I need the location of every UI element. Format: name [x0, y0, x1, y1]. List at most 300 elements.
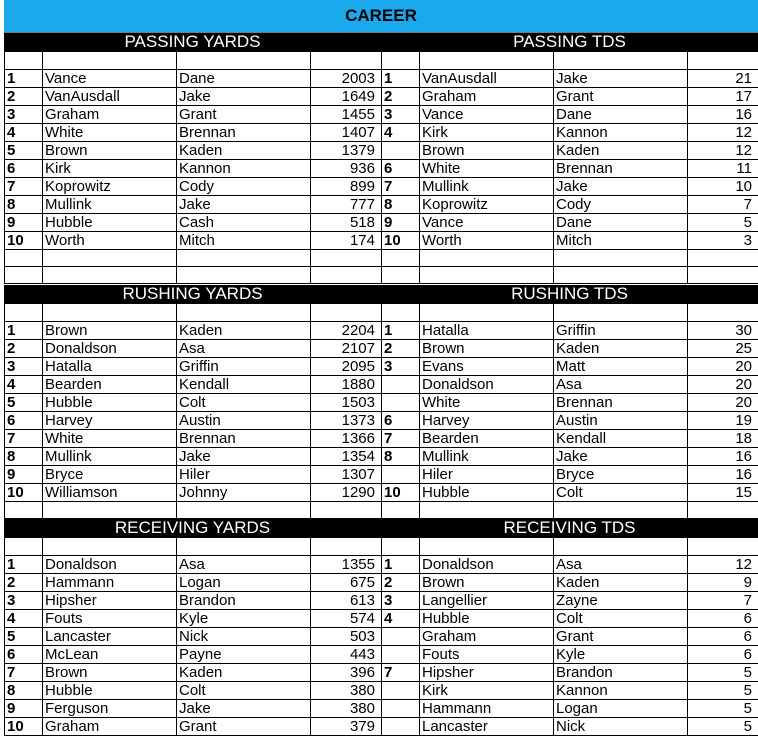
rank-cell: 6 — [382, 412, 420, 430]
section-header: PASSING YARDS — [4, 33, 381, 51]
rank-cell: 1 — [5, 70, 43, 88]
first-name-cell: Grant — [554, 628, 688, 646]
last-name-cell: White — [420, 394, 554, 412]
last-name-cell: Graham — [420, 88, 554, 106]
blank-row — [5, 250, 382, 267]
value-cell: 379 — [311, 718, 382, 736]
empty-cell — [382, 502, 420, 519]
first-name-cell: Brennan — [177, 430, 311, 448]
first-name-cell: Kaden — [177, 664, 311, 682]
table-row — [382, 196, 758, 214]
table-row — [382, 556, 758, 574]
rank-cell: 4 — [382, 124, 420, 142]
last-name-cell: White — [420, 160, 554, 178]
first-name-cell: Cody — [177, 178, 311, 196]
first-name-cell: Logan — [554, 700, 688, 718]
last-name-cell: Mullink — [43, 196, 177, 214]
last-name-cell: Brown — [43, 322, 177, 340]
empty-cell — [177, 538, 311, 556]
table-row — [5, 556, 382, 574]
empty-cell — [5, 250, 43, 267]
table-row — [5, 484, 382, 502]
table-row — [5, 160, 382, 178]
table-row — [5, 718, 382, 736]
rank-cell: 3 — [5, 358, 43, 376]
table-row — [5, 232, 382, 250]
first-name-cell: Jake — [177, 196, 311, 214]
table-row — [5, 124, 382, 142]
first-name-cell: Dane — [177, 70, 311, 88]
first-name-cell: Kannon — [554, 682, 688, 700]
table-row — [382, 574, 758, 592]
empty-cell — [43, 52, 177, 70]
first-name-cell: Jake — [177, 448, 311, 466]
last-name-cell: Fouts — [43, 610, 177, 628]
last-name-cell: Mullink — [43, 448, 177, 466]
value-cell: 1880 — [311, 376, 382, 394]
value-cell: 1366 — [311, 430, 382, 448]
table-row — [5, 142, 382, 160]
last-name-cell: Hubble — [420, 610, 554, 628]
first-name-cell: Dane — [554, 214, 688, 232]
last-name-cell: Fouts — [420, 646, 554, 664]
empty-cell — [420, 250, 554, 267]
table-row — [382, 160, 758, 178]
table-row — [382, 700, 758, 718]
last-name-cell: Hipsher — [43, 592, 177, 610]
rank-cell: 7 — [382, 430, 420, 448]
table-row — [382, 214, 758, 232]
blank-row — [5, 304, 382, 322]
first-name-cell: Payne — [177, 646, 311, 664]
rank-cell: 4 — [5, 124, 43, 142]
empty-cell — [43, 250, 177, 267]
rank-cell — [382, 466, 420, 484]
value-cell: 16 — [688, 466, 758, 484]
first-name-cell: Cody — [554, 196, 688, 214]
first-name-cell: Hiler — [177, 466, 311, 484]
last-name-cell: Brown — [43, 142, 177, 160]
rank-cell — [382, 700, 420, 718]
rank-cell: 5 — [5, 628, 43, 646]
table-row — [382, 718, 758, 736]
first-name-cell: Jake — [177, 700, 311, 718]
empty-cell — [43, 538, 177, 556]
last-name-cell: Donaldson — [420, 376, 554, 394]
value-cell: 2204 — [311, 322, 382, 340]
first-name-cell: Austin — [177, 412, 311, 430]
blank-row — [382, 538, 758, 556]
table-row — [5, 430, 382, 448]
empty-cell — [177, 304, 311, 322]
last-name-cell: Graham — [420, 628, 554, 646]
last-name-cell: Harvey — [43, 412, 177, 430]
value-cell: 675 — [311, 574, 382, 592]
table-row — [5, 412, 382, 430]
table-row — [382, 376, 758, 394]
first-name-cell: Asa — [177, 556, 311, 574]
first-name-cell: Austin — [554, 412, 688, 430]
table-row — [5, 70, 382, 88]
last-name-cell: Hipsher — [420, 664, 554, 682]
stat-table — [381, 51, 758, 284]
last-name-cell: Brown — [420, 340, 554, 358]
value-cell: 10 — [688, 178, 758, 196]
first-name-cell: Bryce — [554, 466, 688, 484]
table-row — [5, 358, 382, 376]
rank-cell: 3 — [382, 358, 420, 376]
first-name-cell: Jake — [554, 70, 688, 88]
rank-cell — [382, 682, 420, 700]
table-row — [382, 124, 758, 142]
value-cell: 12 — [688, 124, 758, 142]
table-row — [5, 628, 382, 646]
value-cell: 936 — [311, 160, 382, 178]
value-cell: 7 — [688, 196, 758, 214]
last-name-cell: White — [43, 430, 177, 448]
empty-cell — [420, 52, 554, 70]
last-name-cell: Hiler — [420, 466, 554, 484]
value-cell: 1355 — [311, 556, 382, 574]
last-name-cell: Kirk — [420, 682, 554, 700]
rank-cell: 2 — [5, 340, 43, 358]
empty-cell — [177, 250, 311, 267]
section-header: PASSING TDS — [381, 33, 758, 51]
first-name-cell: Grant — [177, 718, 311, 736]
value-cell: 396 — [311, 664, 382, 682]
last-name-cell: Ferguson — [43, 700, 177, 718]
rank-cell: 3 — [5, 592, 43, 610]
first-name-cell: Griffin — [177, 358, 311, 376]
section-header: RUSHING TDS — [381, 285, 758, 303]
stat-table — [4, 51, 382, 284]
first-name-cell: Colt — [177, 682, 311, 700]
table-row — [5, 682, 382, 700]
value-cell: 380 — [311, 682, 382, 700]
section-header: RUSHING YARDS — [4, 285, 381, 303]
value-cell: 777 — [311, 196, 382, 214]
stat-table — [4, 537, 382, 736]
table-row — [382, 322, 758, 340]
value-cell: 1290 — [311, 484, 382, 502]
empty-cell — [382, 304, 420, 322]
value-cell: 5 — [688, 700, 758, 718]
value-cell: 21 — [688, 70, 758, 88]
first-name-cell: Jake — [177, 88, 311, 106]
empty-cell — [688, 267, 758, 284]
table-row — [382, 466, 758, 484]
value-cell: 1407 — [311, 124, 382, 142]
empty-cell — [382, 250, 420, 267]
value-cell: 18 — [688, 430, 758, 448]
last-name-cell: Worth — [43, 232, 177, 250]
rank-cell: 7 — [5, 664, 43, 682]
section-header: RECEIVING TDS — [381, 519, 758, 537]
empty-cell — [688, 304, 758, 322]
last-name-cell: Donaldson — [43, 556, 177, 574]
empty-cell — [420, 502, 554, 519]
stat-table — [381, 303, 758, 536]
rank-cell: 9 — [5, 466, 43, 484]
rank-cell: 6 — [5, 412, 43, 430]
value-cell: 5 — [688, 664, 758, 682]
last-name-cell: Lancaster — [420, 718, 554, 736]
value-cell: 3 — [688, 232, 758, 250]
last-name-cell: Langellier — [420, 592, 554, 610]
empty-cell — [177, 52, 311, 70]
first-name-cell: Colt — [554, 484, 688, 502]
last-name-cell: Hubble — [43, 394, 177, 412]
table-row — [382, 178, 758, 196]
first-name-cell: Asa — [177, 340, 311, 358]
empty-cell — [311, 502, 382, 519]
table-row — [382, 358, 758, 376]
table-row — [382, 394, 758, 412]
rank-cell: 6 — [5, 160, 43, 178]
rank-cell — [382, 142, 420, 160]
first-name-cell: Kyle — [177, 610, 311, 628]
table-row — [382, 340, 758, 358]
value-cell: 574 — [311, 610, 382, 628]
value-cell: 15 — [688, 484, 758, 502]
last-name-cell: VanAusdall — [43, 88, 177, 106]
value-cell: 16 — [688, 448, 758, 466]
first-name-cell: Matt — [554, 358, 688, 376]
first-name-cell: Nick — [554, 718, 688, 736]
table-row — [5, 340, 382, 358]
rank-cell: 3 — [5, 106, 43, 124]
value-cell: 1354 — [311, 448, 382, 466]
rank-cell: 5 — [5, 394, 43, 412]
first-name-cell: Mitch — [177, 232, 311, 250]
last-name-cell: White — [43, 124, 177, 142]
rank-cell: 9 — [382, 214, 420, 232]
value-cell: 503 — [311, 628, 382, 646]
first-name-cell: Kaden — [554, 340, 688, 358]
table-row — [5, 664, 382, 682]
value-cell: 443 — [311, 646, 382, 664]
table-row — [5, 646, 382, 664]
value-cell: 6 — [688, 628, 758, 646]
rank-cell: 10 — [382, 484, 420, 502]
value-cell: 19 — [688, 412, 758, 430]
rank-cell: 10 — [5, 718, 43, 736]
value-cell: 20 — [688, 394, 758, 412]
first-name-cell: Kaden — [177, 142, 311, 160]
empty-cell — [43, 304, 177, 322]
first-name-cell: Kaden — [177, 322, 311, 340]
value-cell: 5 — [688, 682, 758, 700]
last-name-cell: VanAusdall — [420, 70, 554, 88]
first-name-cell: Colt — [177, 394, 311, 412]
first-name-cell: Kyle — [554, 646, 688, 664]
table-row — [382, 664, 758, 682]
value-cell: 6 — [688, 610, 758, 628]
table-row — [5, 88, 382, 106]
rank-cell: 1 — [382, 322, 420, 340]
empty-cell — [5, 52, 43, 70]
table-row — [382, 412, 758, 430]
empty-cell — [311, 267, 382, 284]
value-cell: 899 — [311, 178, 382, 196]
value-cell: 2003 — [311, 70, 382, 88]
last-name-cell: Graham — [43, 106, 177, 124]
last-name-cell: Hubble — [420, 484, 554, 502]
last-name-cell: Mullink — [420, 448, 554, 466]
first-name-cell: Brennan — [554, 394, 688, 412]
rank-cell: 4 — [5, 376, 43, 394]
rank-cell — [382, 646, 420, 664]
stat-table — [381, 537, 758, 736]
rank-cell: 2 — [382, 340, 420, 358]
blank-row — [5, 502, 382, 519]
last-name-cell: Harvey — [420, 412, 554, 430]
last-name-cell: Graham — [43, 718, 177, 736]
blank-row — [382, 250, 758, 267]
rank-cell: 7 — [5, 430, 43, 448]
rank-cell: 2 — [5, 574, 43, 592]
last-name-cell: Lancaster — [43, 628, 177, 646]
value-cell: 380 — [311, 700, 382, 718]
first-name-cell: Kendall — [177, 376, 311, 394]
first-name-cell: Logan — [177, 574, 311, 592]
last-name-cell: Koprowitz — [43, 178, 177, 196]
rank-cell: 7 — [382, 178, 420, 196]
rank-cell: 1 — [382, 556, 420, 574]
value-cell: 1379 — [311, 142, 382, 160]
rank-cell: 8 — [382, 448, 420, 466]
empty-cell — [688, 52, 758, 70]
rank-cell: 10 — [382, 232, 420, 250]
last-name-cell: Worth — [420, 232, 554, 250]
first-name-cell: Cash — [177, 214, 311, 232]
value-cell: 5 — [688, 718, 758, 736]
first-name-cell: Dane — [554, 106, 688, 124]
last-name-cell: Brown — [420, 142, 554, 160]
last-name-cell: Williamson — [43, 484, 177, 502]
table-row — [5, 376, 382, 394]
first-name-cell: Kaden — [554, 142, 688, 160]
empty-cell — [420, 538, 554, 556]
first-name-cell: Nick — [177, 628, 311, 646]
rank-cell: 7 — [382, 664, 420, 682]
value-cell: 1307 — [311, 466, 382, 484]
table-row — [382, 484, 758, 502]
empty-cell — [420, 304, 554, 322]
table-row — [5, 196, 382, 214]
table-row — [382, 88, 758, 106]
last-name-cell: Hubble — [43, 214, 177, 232]
table-row — [5, 700, 382, 718]
table-row — [5, 322, 382, 340]
last-name-cell: Kirk — [43, 160, 177, 178]
rank-cell: 10 — [5, 232, 43, 250]
rank-cell: 4 — [5, 610, 43, 628]
empty-cell — [554, 52, 688, 70]
rank-cell — [382, 376, 420, 394]
table-row — [5, 574, 382, 592]
first-name-cell: Brennan — [177, 124, 311, 142]
first-name-cell: Asa — [554, 376, 688, 394]
value-cell: 518 — [311, 214, 382, 232]
table-row — [382, 682, 758, 700]
last-name-cell: Bearden — [43, 376, 177, 394]
empty-cell — [177, 502, 311, 519]
empty-cell — [311, 304, 382, 322]
last-name-cell: Vance — [420, 214, 554, 232]
last-name-cell: Kirk — [420, 124, 554, 142]
last-name-cell: Bryce — [43, 466, 177, 484]
empty-cell — [554, 538, 688, 556]
rank-cell: 8 — [5, 448, 43, 466]
empty-cell — [688, 538, 758, 556]
rank-cell: 7 — [5, 178, 43, 196]
empty-cell — [382, 538, 420, 556]
first-name-cell: Asa — [554, 556, 688, 574]
value-cell: 1373 — [311, 412, 382, 430]
value-cell: 5 — [688, 214, 758, 232]
last-name-cell: Brown — [43, 664, 177, 682]
last-name-cell: McLean — [43, 646, 177, 664]
rank-cell: 2 — [382, 574, 420, 592]
rank-cell: 1 — [5, 556, 43, 574]
value-cell: 30 — [688, 322, 758, 340]
value-cell: 12 — [688, 556, 758, 574]
empty-cell — [43, 267, 177, 284]
blank-row — [5, 52, 382, 70]
last-name-cell: Mullink — [420, 178, 554, 196]
section-header: RECEIVING YARDS — [4, 519, 381, 537]
rank-cell: 8 — [5, 196, 43, 214]
blank-row — [5, 267, 382, 284]
value-cell: 20 — [688, 376, 758, 394]
empty-cell — [177, 267, 311, 284]
rank-cell — [382, 628, 420, 646]
last-name-cell: Brown — [420, 574, 554, 592]
empty-cell — [420, 267, 554, 284]
empty-cell — [311, 52, 382, 70]
rank-cell: 3 — [382, 106, 420, 124]
first-name-cell: Mitch — [554, 232, 688, 250]
value-cell: 613 — [311, 592, 382, 610]
first-name-cell: Jake — [554, 448, 688, 466]
first-name-cell: Grant — [177, 106, 311, 124]
value-cell: 174 — [311, 232, 382, 250]
blank-row — [382, 304, 758, 322]
rank-cell — [382, 718, 420, 736]
first-name-cell: Johnny — [177, 484, 311, 502]
last-name-cell: Hubble — [43, 682, 177, 700]
empty-cell — [688, 250, 758, 267]
empty-cell — [5, 304, 43, 322]
blank-row — [382, 267, 758, 284]
value-cell: 1455 — [311, 106, 382, 124]
empty-cell — [311, 538, 382, 556]
value-cell: 20 — [688, 358, 758, 376]
empty-cell — [554, 304, 688, 322]
table-row — [5, 592, 382, 610]
rank-cell: 9 — [5, 214, 43, 232]
value-cell: 7 — [688, 592, 758, 610]
value-cell: 11 — [688, 160, 758, 178]
table-row — [5, 448, 382, 466]
rank-cell: 6 — [5, 646, 43, 664]
empty-cell — [382, 52, 420, 70]
rank-cell: 2 — [5, 88, 43, 106]
first-name-cell: Brandon — [177, 592, 311, 610]
table-row — [5, 106, 382, 124]
stat-table — [4, 303, 382, 536]
